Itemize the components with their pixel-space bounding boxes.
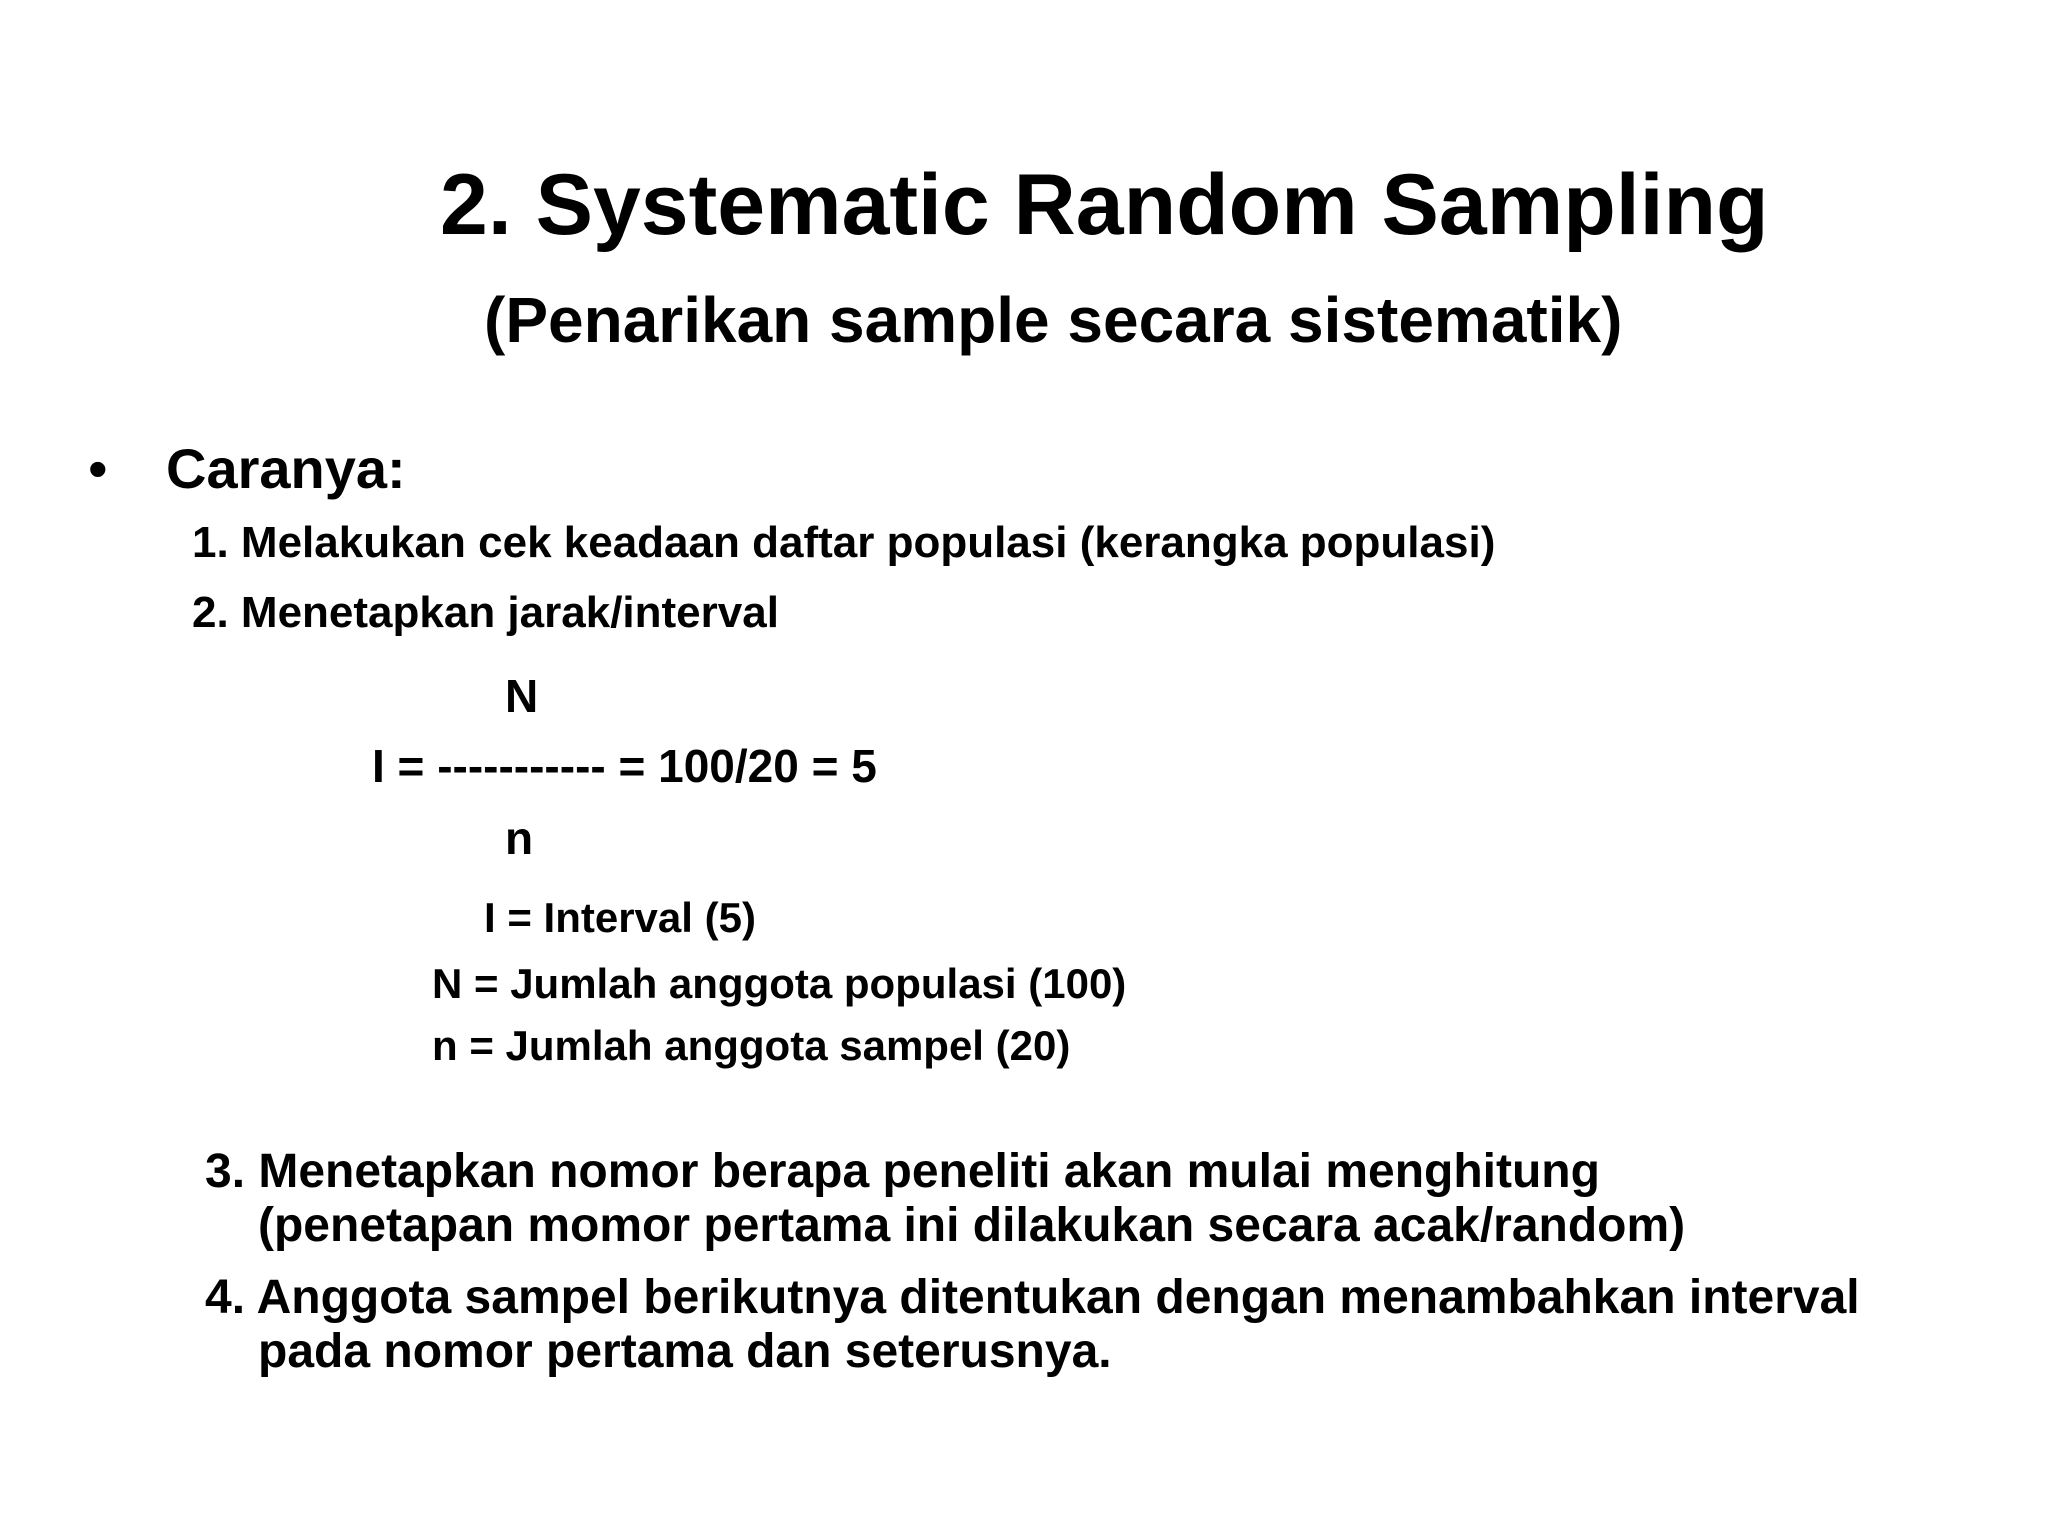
slide-subtitle: (Penarikan sample secara sistematik) xyxy=(484,284,1623,356)
step-4-line-2: pada nomor pertama dan seterusnya. xyxy=(258,1325,1112,1378)
step-1: 1. Melakukan cek keadaan daftar populasi (kerangka populasi) xyxy=(192,518,1496,567)
formula-numerator: N xyxy=(505,670,539,722)
bullet-caranya xyxy=(88,433,406,505)
bullet-label: Caranya: xyxy=(166,437,406,500)
bullet-icon: • xyxy=(88,437,108,500)
step-3-line-2: (penetapan momor pertama ini dilakukan secara acak/random) xyxy=(258,1199,1686,1252)
slide-title: 2. Systematic Random Sampling xyxy=(440,157,1769,253)
definition-sample: n = Jumlah anggota sampel (20) xyxy=(432,1022,1071,1069)
step-2: 2. Menetapkan jarak/interval xyxy=(192,588,779,637)
step-4-line-1: 4. Anggota sampel berikutnya ditentukan dengan menambahkan interval xyxy=(205,1271,1860,1324)
formula-denominator: n xyxy=(505,812,534,864)
step-3-line-1: 3. Menetapkan nomor berapa peneliti akan mulai menghitung xyxy=(205,1145,1600,1198)
definition-population: N = Jumlah anggota populasi (100) xyxy=(432,960,1127,1007)
formula-equation: I = ----------- = 100/20 = 5 xyxy=(372,740,877,792)
definition-interval: I = Interval (5) xyxy=(484,894,756,941)
